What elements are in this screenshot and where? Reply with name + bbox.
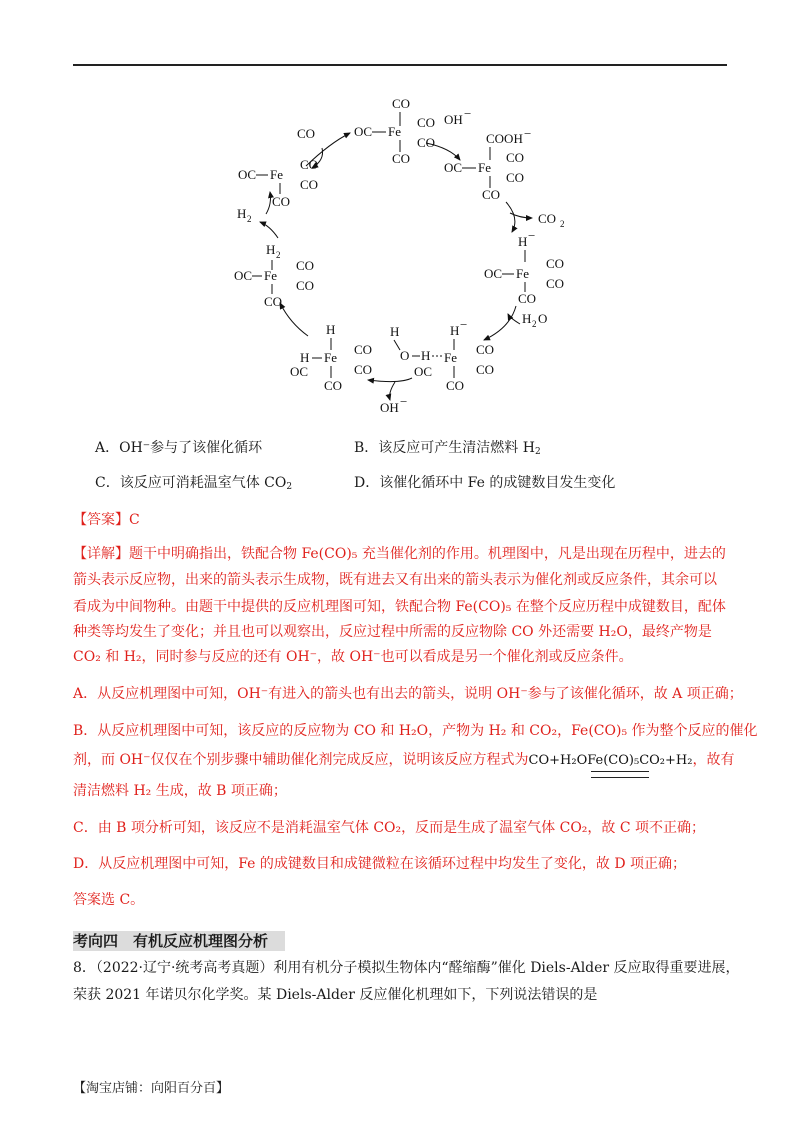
svg-text:CO: CO <box>506 170 525 185</box>
svg-text:H: H <box>450 323 460 338</box>
svg-text:CO: CO <box>417 135 436 150</box>
svg-text:H: H <box>266 242 276 257</box>
svg-text:2: 2 <box>247 214 252 224</box>
detail-line-2: 箭头表示反应物，出来的箭头表示生成物，既有进去又有出来的箭头表示为催化剂或反应条件，其余可以 <box>73 572 717 588</box>
svg-text:CO: CO <box>392 151 411 166</box>
svg-text:Fe: Fe <box>444 350 457 365</box>
analysis-b-line-2: 剂，而 OH⁻仅仅在个别步骤中辅助催化剂完成反应，说明该反应方程式为CO+H₂OFe(CO)₅CO₂+H₂ ，故有 <box>73 750 734 771</box>
oh-out-label: OH <box>380 400 399 415</box>
svg-text:CO: CO <box>392 96 411 111</box>
svg-text:CO: CO <box>300 157 319 172</box>
svg-text:OC: OC <box>290 364 309 379</box>
reaction-equation: CO+H₂OFe(CO)₅CO₂+H₂ <box>529 751 693 771</box>
svg-text:CO: CO <box>518 291 537 306</box>
svg-text:CO: CO <box>476 342 495 357</box>
analysis-c: C．由 B 项分析可知，该反应不是消耗温室气体 CO₂，反而是生成了温室气体 CO₂，故 C 项不正确； <box>73 820 706 836</box>
svg-text:OC: OC <box>238 167 257 182</box>
svg-text:OC: OC <box>484 266 503 281</box>
complex-top <box>354 96 435 166</box>
complex-left-top <box>238 157 318 209</box>
svg-text:2: 2 <box>560 219 565 229</box>
svg-text:CO: CO <box>296 258 315 273</box>
detail-line-1: 【详解】题干中明确指出，铁配合物 Fe(CO)₅ 充当催化剂的作用。机理图中，凡是出现在历程中，进去的 <box>73 546 726 562</box>
analysis-conclusion: 答案选 C。 <box>73 892 145 908</box>
svg-text:Fe: Fe <box>270 167 283 182</box>
svg-text:CO: CO <box>506 150 525 165</box>
svg-text:OC: OC <box>444 160 463 175</box>
svg-text:OC: OC <box>234 268 253 283</box>
svg-text:CO: CO <box>354 362 373 377</box>
svg-text:−: − <box>464 106 472 121</box>
svg-text:CO: CO <box>446 378 465 393</box>
option-b: B．该反应可产生清洁燃料 $H_2$ <box>354 440 541 457</box>
svg-text:H: H <box>326 322 336 337</box>
svg-text:CO: CO <box>296 278 315 293</box>
co2-out-label: CO <box>538 211 557 226</box>
analysis-a: A．从反应机理图中可知，OH⁻有进入的箭头也有出去的箭头，说明 OH⁻参与了该催化循环，故 A 项正确； <box>73 686 743 702</box>
svg-text:O: O <box>538 311 548 326</box>
svg-text:−: − <box>400 394 408 409</box>
h2o-in-label: H <box>522 311 532 326</box>
svg-text:CO: CO <box>476 362 495 377</box>
svg-text:Fe: Fe <box>388 124 401 139</box>
svg-text:COOH: COOH <box>486 131 523 146</box>
svg-text:CO: CO <box>546 276 565 291</box>
svg-text:CO: CO <box>272 194 291 209</box>
h2-out-label: H <box>237 206 247 221</box>
option-c: C．该反应可消耗温室气体 $CO_2$ <box>95 475 293 492</box>
complex-hydride <box>484 228 564 306</box>
complex-cooh <box>444 126 531 202</box>
option-a: A．OH⁻参与了该催化循环 <box>95 440 263 456</box>
svg-text:CO: CO <box>264 294 283 309</box>
svg-text:CO: CO <box>417 115 436 130</box>
option-d: D．该催化循环中 Fe 的成键数目发生变化 <box>354 475 616 491</box>
svg-text:−: − <box>460 317 468 332</box>
svg-text:Fe: Fe <box>264 268 277 283</box>
svg-text:CO: CO <box>354 342 373 357</box>
svg-text:H: H <box>390 324 400 339</box>
analysis-b-line-3: 清洁燃料 H₂ 生成，故 B 项正确； <box>73 783 287 799</box>
analysis-b-line-1: B．从反应机理图中可知，该反应的反应物为 CO 和 H₂O，产物为 H₂ 和 CO₂，Fe(CO)₅ 作为整个反应的催化 <box>73 723 758 739</box>
complex-water <box>390 317 494 393</box>
svg-text:OC: OC <box>414 364 433 379</box>
svg-text:OC: OC <box>354 124 373 139</box>
svg-text:CO: CO <box>300 177 319 192</box>
svg-text:H: H <box>421 348 431 363</box>
question-8-line-2: 荣获 2021 年诺贝尔化学奖。某 Diels-Alder 反应催化机理如下，下列说法错误的是 <box>73 987 598 1003</box>
svg-text:CO: CO <box>324 378 343 393</box>
detail-line-3: 看成为中间物种。由题干中提供的反应机理图可知，铁配合物 Fe(CO)₅ 在整个反应历程中成键数目，配体 <box>73 599 726 615</box>
svg-text:Fe: Fe <box>324 350 337 365</box>
svg-text:H: H <box>518 234 528 249</box>
catalytic-cycle-diagram <box>220 88 570 420</box>
complex-dihydride <box>290 322 372 393</box>
footer-shop-label: 【淘宝店铺：向阳百分百】 <box>73 1081 230 1096</box>
analysis-d: D．从反应机理图中可知，Fe 的成键数目和成键微粒在该循环过程中均发生了变化，故 D 项正确； <box>73 856 687 872</box>
complex-h2 <box>234 242 314 309</box>
answer-label: 【答案】C <box>73 512 140 528</box>
section-heading: 考向四 有机反应机理图分析 <box>73 932 269 950</box>
svg-text:−: − <box>528 228 536 243</box>
oh-in-label: OH <box>444 112 463 127</box>
detail-line-5: CO₂ 和 H₂，同时参与反应的还有 OH⁻，故 OH⁻也可以看成是另一个催化剂或反应条件。 <box>73 649 633 665</box>
svg-text:2: 2 <box>532 319 537 329</box>
svg-text:CO: CO <box>546 256 565 271</box>
svg-text:O: O <box>400 348 410 363</box>
svg-text:Fe: Fe <box>478 160 491 175</box>
svg-text:H: H <box>300 350 310 365</box>
svg-text:−: − <box>524 126 532 141</box>
co-in-label: CO <box>297 126 316 141</box>
svg-text:Fe: Fe <box>516 266 529 281</box>
svg-text:2: 2 <box>276 250 281 260</box>
question-8-line-1: 8．（2022·辽宁·统考高考真题）利用有机分子模拟生物体内“醛缩酶”催化 Diels-Alder 反应取得重要进展， <box>73 960 740 976</box>
detail-line-4: 种类等均发生了变化；并且也可以观察出，反应过程中所需的反应物除 CO 外还需要 H₂O，最终产物是 <box>73 624 712 640</box>
svg-text:CO: CO <box>482 187 501 202</box>
top-rule <box>73 64 727 66</box>
